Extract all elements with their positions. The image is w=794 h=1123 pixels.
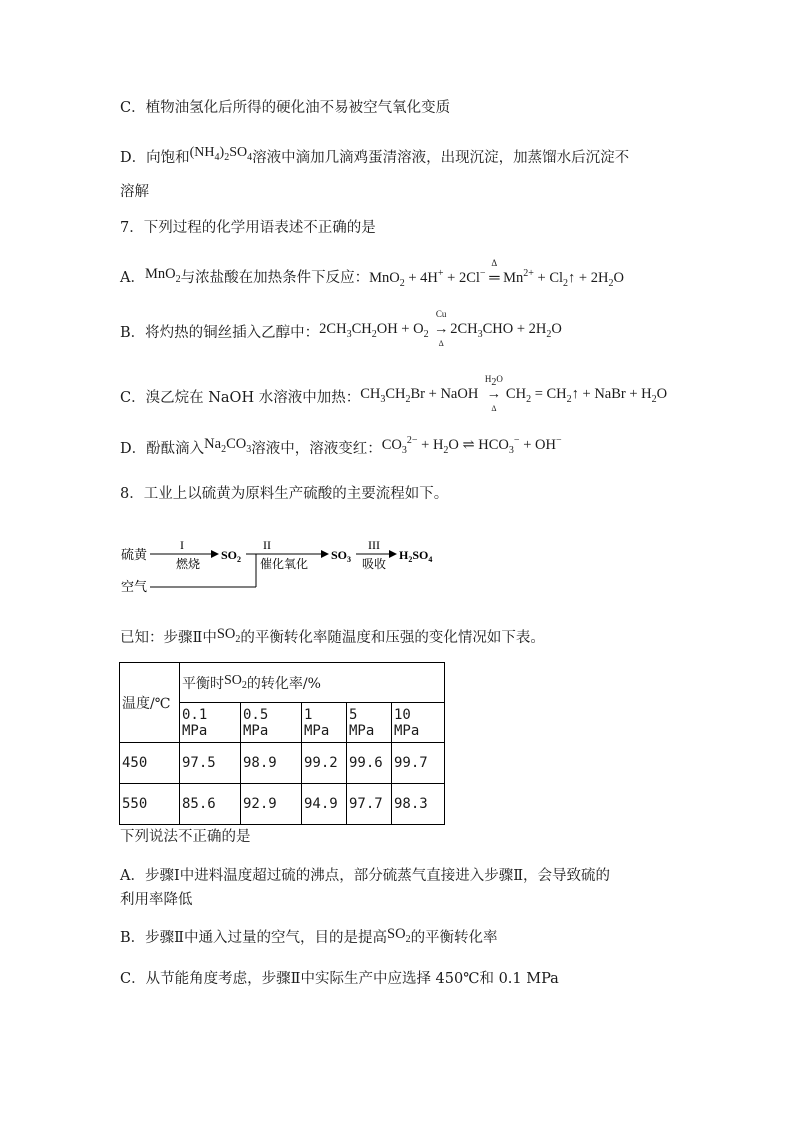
conversion-table bbox=[119, 662, 445, 825]
value-cell: 85.6 bbox=[180, 784, 241, 825]
option-text-post: 溶液中滴加几滴鸡蛋清溶液，出现沉淀，加蒸馏水后沉淀不 bbox=[252, 150, 630, 166]
value-cell: 97.5 bbox=[180, 743, 241, 784]
value-cell: 98.9 bbox=[241, 743, 302, 784]
option-text-pre: B．步骤Ⅱ中通入过量的空气，目的是提高 bbox=[120, 930, 388, 946]
so2-formula: $SO_2$ bbox=[224, 672, 247, 691]
option-label: D． bbox=[120, 441, 147, 457]
option-text-post: 溶液中，溶液变红： bbox=[251, 441, 382, 457]
so2-formula: $SO_2$ bbox=[387, 926, 411, 945]
value-cell: 94.9 bbox=[302, 784, 347, 825]
pressure-header: 0.1 MPa bbox=[180, 703, 241, 743]
q6-option-d-cont: 溶解 bbox=[120, 184, 149, 200]
option-label: C． bbox=[120, 100, 146, 116]
q7-option-c bbox=[120, 374, 668, 413]
equation-a: MnO$_2$ + 4H+ + 2Cl− Δ ═ $Mn^{2+}$ + $Cl_2↑ + 2H_2O$ bbox=[369, 258, 624, 289]
flow-air: 空气 bbox=[121, 580, 148, 595]
equation-d: $CO_3^{2-} + H_2O$ ⇌ $HCO_3^- + OH^-$ bbox=[381, 435, 562, 456]
option-label: D． bbox=[120, 150, 147, 166]
q8-ask: 下列说法不正确的是 bbox=[120, 829, 251, 845]
flow-h2so4: $H_2SO_4$ bbox=[399, 548, 433, 564]
option-label: C． bbox=[120, 390, 146, 406]
step1-label: 燃烧 bbox=[176, 557, 201, 571]
flow-so3: $SO_3$ bbox=[331, 548, 352, 564]
table-row bbox=[120, 784, 445, 825]
option-text: 与浓盐酸在加热条件下反应： bbox=[180, 270, 370, 286]
q7-option-a bbox=[120, 258, 624, 289]
temp-header: 温度/℃ bbox=[120, 663, 180, 743]
q7-stem: 7．下列过程的化学用语表述不正确的是 bbox=[120, 220, 376, 236]
step2-num: II bbox=[263, 538, 271, 552]
step2-label: 催化氧化 bbox=[260, 557, 309, 571]
equation-b: $2CH_3CH_2OH + O_2$ Cu → Δ $2CH_3CHO + 2H_2O$ bbox=[319, 309, 562, 348]
value-cell: 92.9 bbox=[241, 784, 302, 825]
q8-stem: 8．工业上以硫黄为原料生产硫酸的主要流程如下。 bbox=[120, 486, 449, 502]
option-text-pre: 酚酞滴入 bbox=[146, 441, 205, 457]
known-text-pre: 已知：步骤Ⅱ中 bbox=[120, 630, 217, 646]
option-label: A． bbox=[120, 270, 145, 286]
option-text: 溴乙烷在 NaOH 水溶液中加热： bbox=[145, 390, 361, 406]
step3-label: 吸收 bbox=[362, 557, 387, 571]
na2co3-formula: $Na_2CO_3$ bbox=[204, 436, 252, 455]
q6-option-d bbox=[120, 145, 630, 169]
q8-option-a-cont: 利用率降低 bbox=[120, 892, 193, 908]
option-text-post: 的平衡转化率 bbox=[410, 930, 498, 946]
value-cell: 98.3 bbox=[392, 784, 445, 825]
option-text: 将灼热的铜丝插入乙醇中： bbox=[145, 325, 320, 341]
q8-option-a: A．步骤Ⅰ中进料温度超过硫的沸点，部分硫蒸气直接进入步骤Ⅱ，会导致硫的 bbox=[120, 868, 611, 884]
option-text: 植物油氢化后所得的硬化油不易被空气氧化变质 bbox=[145, 100, 451, 116]
q8-option-b bbox=[120, 928, 498, 948]
q7-option-d bbox=[120, 435, 562, 459]
known-text-post: 的平衡转化率随温度和压强的变化情况如下表。 bbox=[240, 630, 545, 646]
option-text-pre: 向饱和 bbox=[146, 150, 190, 166]
value-cell: 99.6 bbox=[347, 743, 392, 784]
conv-header bbox=[180, 663, 445, 703]
q7-option-b bbox=[120, 309, 562, 348]
table-row bbox=[120, 743, 445, 784]
temp-cell: 550 bbox=[120, 784, 180, 825]
value-cell: 99.7 bbox=[392, 743, 445, 784]
conv-header-post: 的转化率/% bbox=[246, 675, 321, 692]
pressure-header: 0.5 MPa bbox=[241, 703, 302, 743]
step3-num: III bbox=[368, 538, 380, 552]
flow-sulfur: 硫黄 bbox=[121, 548, 148, 563]
pressure-header: 5 MPa bbox=[347, 703, 392, 743]
temp-cell: 450 bbox=[120, 743, 180, 784]
mno2-formula: MnO$_2$ bbox=[144, 266, 181, 285]
option-label: B． bbox=[120, 325, 146, 341]
equation-c: $CH_3CH_2Br$ + NaOH $H_2O$ → Δ $CH_2$ = $CH_2↑$ + NaBr + $H_2O$ bbox=[360, 374, 668, 413]
pressure-header: 10 MPa bbox=[392, 703, 445, 743]
pressure-header: 1 MPa bbox=[302, 703, 347, 743]
conv-header-pre: 平衡时 bbox=[182, 675, 224, 692]
q8-known bbox=[120, 628, 545, 648]
q8-option-c: C．从节能角度考虑，步骤Ⅱ中实际生产中应选择 450℃和 0.1 MPa bbox=[120, 971, 559, 987]
value-cell: 97.7 bbox=[347, 784, 392, 825]
step1-num: I bbox=[180, 538, 184, 552]
ammonium-sulfate-formula: $(NH_4)_2SO_4$ bbox=[189, 145, 253, 163]
sulfuric-acid-flow-diagram bbox=[118, 530, 458, 600]
q6-option-c bbox=[120, 98, 450, 118]
value-cell: 99.2 bbox=[302, 743, 347, 784]
flow-so2: $SO_2$ bbox=[221, 548, 242, 564]
so2-formula: $SO_2$ bbox=[216, 626, 241, 645]
